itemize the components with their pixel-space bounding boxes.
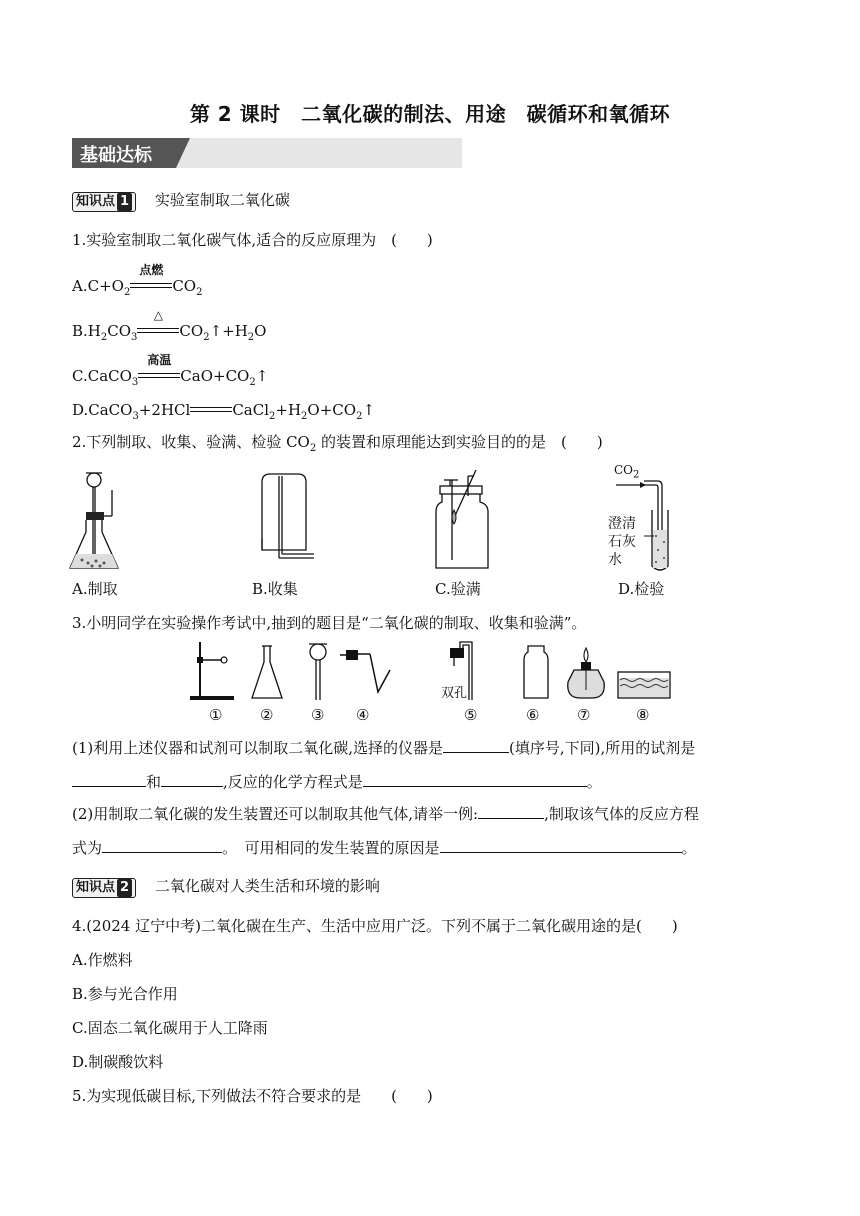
caption-a: A.制取 <box>72 580 118 598</box>
apparatus-b-bottle <box>252 470 322 580</box>
q3-part-2-line-2: 式为 。 可用相同的发生装置的原因是 。 <box>72 839 697 857</box>
instrument-number: ⑦ <box>577 706 591 724</box>
q3-part-1-line-2: 和 ,反应的化学方程式是 。 <box>72 772 602 792</box>
q4-option-d: D.制碳酸饮料 <box>72 1053 164 1071</box>
instrument-number: ⑧ <box>636 706 650 724</box>
instrument-number: ⑤ <box>464 706 478 724</box>
double-hole-label: 双孔 <box>441 686 468 701</box>
instrument-number: ① <box>209 706 223 724</box>
q4-option-b: B.参与光合作用 <box>72 985 178 1003</box>
q4-option-a: A.作燃料 <box>72 951 133 969</box>
q1-option-a: $A.C+O_2$ 点燃 $CO_2$ <box>72 263 203 298</box>
question-5-stem: 5.为实现低碳目标,下列做法不符合要求的是 ( ) <box>72 1087 433 1105</box>
knowledge-title: 二氧化碳对人类生活和环境的影响 <box>154 877 380 895</box>
limewater-label: 澄清 石灰 水 <box>608 516 636 568</box>
instrument-number: ④ <box>356 706 370 724</box>
answer-blank[interactable] <box>363 772 587 787</box>
knowledge-badge: 知识点 1 <box>72 192 136 212</box>
instrument-number: ⑥ <box>526 706 540 724</box>
question-2-stem: 2.下列制取、收集、验满、检验 $CO_2$ 的装置和原理能达到实验目的的是 ( ) <box>72 433 603 454</box>
answer-blank[interactable] <box>478 804 544 819</box>
apparatus-a-flask <box>66 468 146 578</box>
q1-option-c: C.CaCO$_3$ 高温 $CaO+CO_2↑$ <box>72 353 269 388</box>
knowledge-point-2 <box>72 876 380 898</box>
co2-label: $CO_2$ <box>614 463 640 481</box>
question-4-stem: 4.(2024 辽宁中考)二氧化碳在生产、生活中应用广泛。下列不属于二氧化碳用途的是( ) <box>72 917 678 935</box>
page-title: 第 2 课时 二氧化碳的制法、用途 碳循环和氧循环 <box>189 102 671 126</box>
section-banner <box>72 138 462 168</box>
q3-part-2-line-1: (2)用制取二氧化碳的发生装置还可以制取其他气体,请举一例: ,制取该气体的反应方程 <box>72 805 699 823</box>
answer-blank[interactable] <box>102 838 222 853</box>
answer-blank[interactable] <box>161 772 223 787</box>
instrument-number: ③ <box>311 706 325 724</box>
apparatus-c-bottle <box>432 470 502 580</box>
knowledge-badge: 知识点 2 <box>72 878 136 898</box>
q4-option-c: C.固态二氧化碳用于人工降雨 <box>72 1019 268 1037</box>
instrument-number: ② <box>260 706 274 724</box>
q1-option-d: D.CaCO$_3$+2HCl $CaCl_2+H_2O+CO_2↑$ <box>72 401 376 422</box>
q3-part-1-line-1: (1)利用上述仪器和试剂可以制取二氧化碳,选择的仪器是 (填序号,下同),所用的试剂是 <box>72 739 696 757</box>
question-1-stem: 1.实验室制取二氧化碳气体,适合的反应原理为 ( ) <box>72 231 433 249</box>
q1-option-b: $B.H_2CO_3$ △ $CO_2↑+H_2O$ <box>72 308 267 343</box>
answer-blank[interactable] <box>72 772 146 787</box>
knowledge-point-1 <box>72 190 290 212</box>
answer-blank[interactable] <box>440 838 682 853</box>
answer-blank[interactable] <box>443 738 509 753</box>
caption-d: D.检验 <box>618 580 665 598</box>
section-banner-label: 基础达标 <box>80 145 152 166</box>
caption-c: C.验满 <box>435 580 481 598</box>
question-3-stem: 3.小明同学在实验操作考试中,抽到的题目是“二氧化碳的制取、收集和验满”。 <box>72 614 587 632</box>
caption-b: B.收集 <box>252 580 298 598</box>
knowledge-title: 实验室制取二氧化碳 <box>154 191 290 209</box>
